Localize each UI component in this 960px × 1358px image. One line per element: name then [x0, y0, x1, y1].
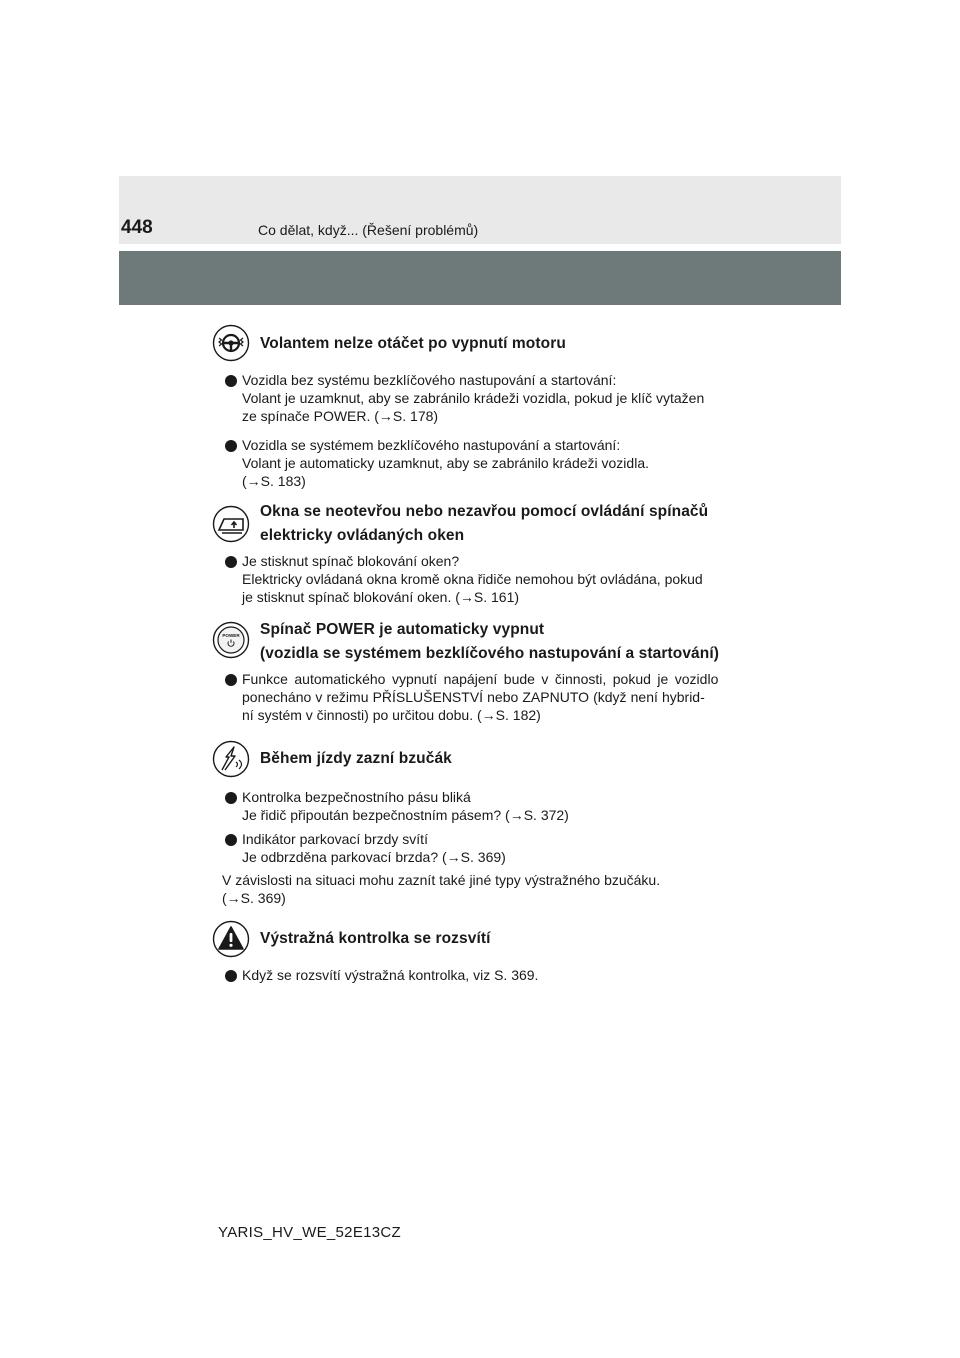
document-code: YARIS_HV_WE_52E13CZ	[218, 1224, 401, 1241]
section-title-line: Během jízdy zazní bzučák	[260, 750, 452, 767]
section-title-line: Výstražná kontrolka se rozsvítí	[260, 930, 491, 947]
text-line: Když se rozsvítí výstražná kontrolka, viz S. 369.	[242, 967, 539, 983]
chapter-title: Co dělat, když... (Řešení problémů)	[258, 222, 479, 238]
list-item	[242, 552, 746, 606]
section-title	[260, 333, 566, 354]
text-line: Vozidla se systémem bezklíčového nastupování a startování:	[242, 437, 621, 453]
text-line: ponecháno v režimu PŘÍSLUŠENSTVÍ nebo ZAPNUTO (když není hybrid-	[242, 689, 705, 705]
bullet-icon	[225, 556, 237, 568]
note	[222, 871, 742, 907]
text-line: ze spínače POWER. (→S. 178)	[242, 408, 439, 424]
bullet-icon	[225, 834, 237, 846]
text-line: Je stisknut spínač blokování oken?	[242, 553, 460, 569]
text-line: Kontrolka bezpečnostního pásu bliká	[242, 789, 471, 805]
section-title	[260, 501, 708, 546]
section-title-line: elektricky ovládaných oken	[260, 527, 465, 544]
power-icon-label: POWER	[222, 633, 240, 638]
warning-triangle-icon	[212, 920, 250, 958]
list-item	[242, 830, 746, 866]
section-title-line: Volantem nelze otáčet po vypnutí motoru	[260, 335, 566, 352]
section-title	[260, 619, 719, 664]
text-line: Vozidla bez systému bezklíčového nastupování a startování:	[242, 372, 617, 388]
text-line: Elektricky ovládaná okna kromě okna řidiče nemohou být ovládána, pokud	[242, 571, 703, 587]
text-line: Volant je uzamknut, aby se zabránilo krádeži vozidla, pokud je klíč vytažen	[242, 390, 705, 406]
buzzer-icon	[212, 740, 250, 778]
page-header	[119, 176, 841, 244]
text-line: je stisknut spínač blokování oken. (→S. 161)	[242, 589, 520, 605]
text-line: Je řidič připoután bezpečnostním pásem? (→S. 372)	[242, 807, 569, 823]
section-title	[260, 928, 491, 949]
header-band	[119, 251, 841, 305]
text-line: (→S. 183)	[242, 473, 306, 489]
section-title-line: Okna se neotevřou nebo nezavřou pomocí ovládání spínačů	[260, 503, 709, 520]
bullet-icon	[225, 674, 237, 686]
list-item	[242, 788, 746, 824]
section-title-line: (vozidla se systémem bezklíčového nastupování a startování)	[260, 645, 719, 662]
text-line: Je odbrzděna parkovací brzda? (→S. 369)	[242, 849, 506, 865]
bullet-icon	[225, 970, 237, 982]
section-title-line: Spínač POWER je automaticky vypnut	[260, 621, 545, 638]
text-line: Funkce automatického vypnutí napájení bude v činnosti, pokud je vozidlo	[242, 671, 719, 687]
bullet-icon	[225, 375, 237, 387]
text-line: V závislosti na situaci mohu zaznít také jiné typy výstražného bzučáku.	[222, 872, 661, 888]
power-button-icon	[212, 621, 250, 659]
text-line: Indikátor parkovací brzdy svítí	[242, 831, 428, 847]
bullet-icon	[225, 792, 237, 804]
text-line: (→S. 369)	[222, 890, 286, 906]
page-number: 448	[121, 217, 153, 238]
bullet-icon	[225, 440, 237, 452]
list-item	[242, 966, 746, 984]
list-item	[242, 670, 746, 724]
text-line: ní systém v činnosti) po určitou dobu. (→S. 182)	[242, 707, 541, 723]
list-item	[242, 371, 746, 425]
text-line: Volant je automaticky uzamknut, aby se zabránilo krádeži vozidla.	[242, 455, 649, 471]
section-title	[260, 748, 452, 769]
list-item	[242, 436, 746, 490]
steering-lock-icon	[212, 324, 250, 362]
window-lock-icon	[212, 505, 250, 543]
